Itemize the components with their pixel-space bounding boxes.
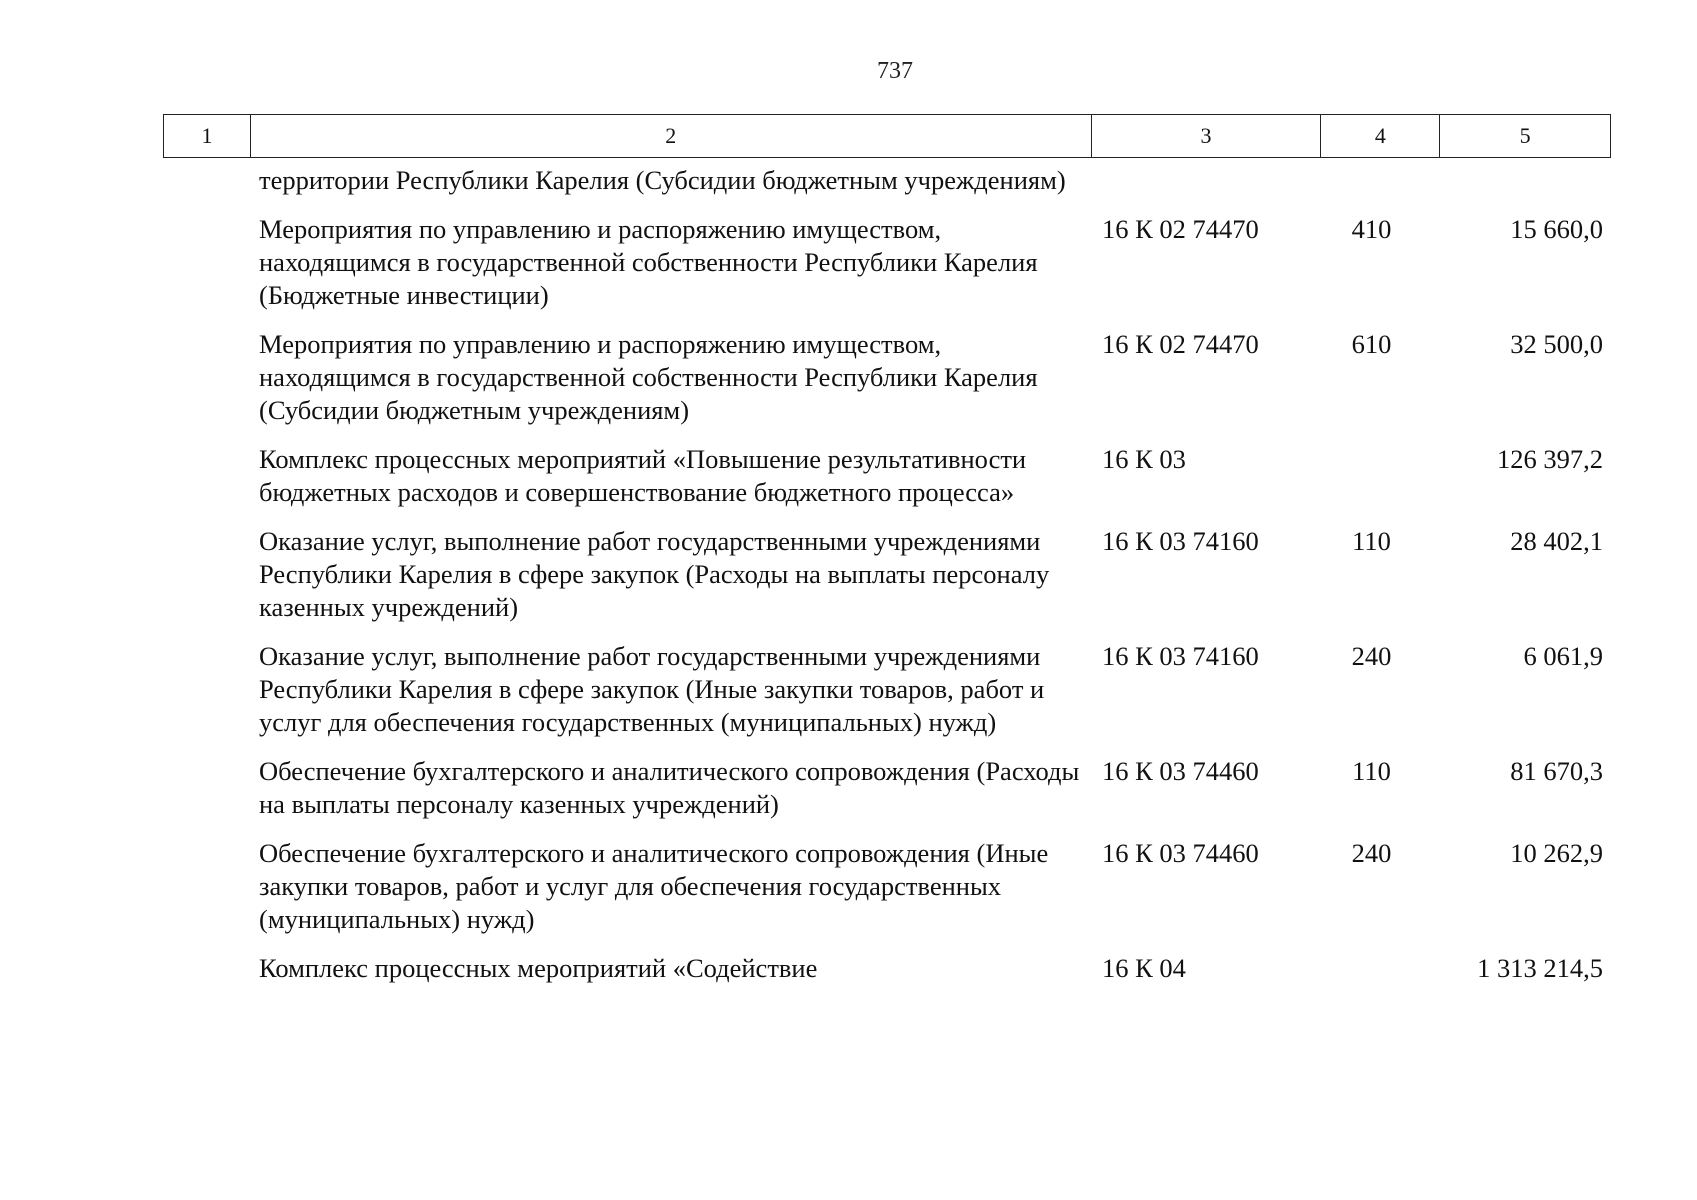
table-row xyxy=(163,755,1611,821)
row-description: Мероприятия по управлению и распоряжению имуществом, находящимся в государственной собственности Республики Карелия (Бюджетные инвестиции) xyxy=(259,214,1038,310)
row-type: 240 xyxy=(1351,838,1392,868)
row-type: 110 xyxy=(1352,526,1391,556)
header-col-5: 5 xyxy=(1519,123,1531,148)
row-type xyxy=(1322,952,1441,985)
header-col-4: 4 xyxy=(1321,115,1440,157)
row-type xyxy=(1322,443,1441,509)
table-row xyxy=(163,213,1611,312)
table-row xyxy=(163,328,1611,427)
row-description: Мероприятия по управлению и распоряжению имуществом, находящимся в государственной собственности Республики Карелия (Субсидии бюджетным учреждениям) xyxy=(259,329,1038,425)
header-col-3: 3 xyxy=(1092,115,1322,157)
row-amount: 81 670,3 xyxy=(1510,756,1603,786)
row-description: Обеспечение бухгалтерского и аналитического сопровождения (Расходы на выплаты персоналу казенных учреждений) xyxy=(259,756,1080,819)
row-amount: 10 262,9 xyxy=(1510,838,1603,868)
row-amount: 15 660,0 xyxy=(1510,214,1603,244)
row-amount: 6 061,9 xyxy=(1523,641,1603,671)
table-row xyxy=(163,640,1611,739)
row-description: территории Республики Карелия (Субсидии бюджетным учреждениям) xyxy=(259,165,1066,195)
row-code: 16 К 02 74470 xyxy=(1102,214,1259,244)
row-code: 16 К 04 xyxy=(1102,953,1186,983)
row-amount xyxy=(1441,164,1611,197)
table-body xyxy=(163,164,1611,1001)
page-number: 737 xyxy=(877,58,913,84)
table-row xyxy=(163,837,1611,936)
row-amount: 126 397,2 xyxy=(1497,444,1603,474)
row-type: 610 xyxy=(1351,329,1392,359)
table-row xyxy=(163,525,1611,624)
table-row xyxy=(163,443,1611,509)
row-code xyxy=(1092,164,1322,197)
row-type: 240 xyxy=(1351,641,1392,671)
row-amount: 28 402,1 xyxy=(1510,526,1603,556)
row-description: Оказание услуг, выполнение работ государственными учреждениями Республики Карелия в сфере закупок (Расходы на выплаты персоналу казенных учреждений) xyxy=(259,526,1050,622)
row-code: 16 К 02 74470 xyxy=(1102,329,1259,359)
row-type: 410 xyxy=(1351,214,1392,244)
row-type: 110 xyxy=(1352,756,1391,786)
row-code: 16 К 03 74460 xyxy=(1102,838,1259,868)
row-type xyxy=(1322,164,1441,197)
header-col-1: 1 xyxy=(164,115,251,157)
row-description: Комплекс процессных мероприятий «Содействие xyxy=(259,953,818,983)
row-code: 16 К 03 xyxy=(1102,444,1186,474)
row-code: 16 К 03 74460 xyxy=(1102,756,1259,786)
row-amount: 32 500,0 xyxy=(1510,329,1603,359)
row-description: Обеспечение бухгалтерского и аналитического сопровождения (Иные закупки товаров, работ и услуг для обеспечения государственных (муниципальных) нужд) xyxy=(259,838,1049,934)
row-description: Оказание услуг, выполнение работ государственными учреждениями Республики Карелия в сфере закупок (Иные закупки товаров, работ и услуг для обеспечения государственных (муниципальных) нужд) xyxy=(259,641,1045,737)
row-description: Комплекс процессных мероприятий «Повышение результативности бюджетных расходов и совершенствование бюджетного процесса» xyxy=(259,444,1027,507)
table-row xyxy=(163,164,1611,197)
row-code: 16 К 03 74160 xyxy=(1102,526,1259,556)
row-amount: 1 313 214,5 xyxy=(1477,953,1603,983)
table-header xyxy=(163,114,1611,158)
row-code: 16 К 03 74160 xyxy=(1102,641,1259,671)
header-col-2: 2 xyxy=(251,115,1092,157)
table-row xyxy=(163,952,1611,985)
